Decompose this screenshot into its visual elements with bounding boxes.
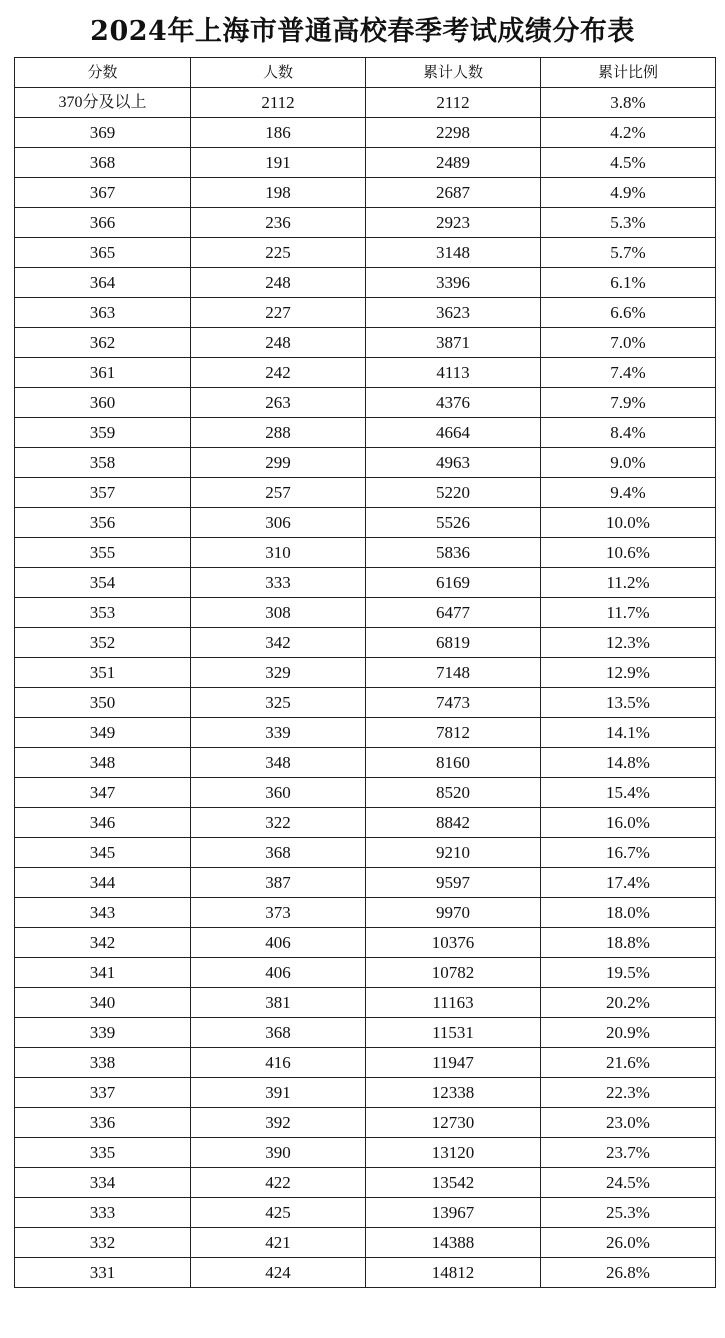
cumulative-count-cell: 8520	[366, 778, 541, 808]
count-cell: 225	[191, 238, 366, 268]
count-cell: 390	[191, 1138, 366, 1168]
count-cell: 299	[191, 448, 366, 478]
table-row	[15, 1168, 716, 1198]
score-cell: 331	[15, 1258, 191, 1288]
table-row	[15, 118, 716, 148]
count-cell: 422	[191, 1168, 366, 1198]
cumulative-ratio-cell: 24.5%	[541, 1168, 716, 1198]
count-cell: 325	[191, 688, 366, 718]
table-row	[15, 898, 716, 928]
score-cell: 341	[15, 958, 191, 988]
cumulative-count-cell: 3148	[366, 238, 541, 268]
count-cell: 198	[191, 178, 366, 208]
header-count: 人数	[191, 58, 366, 88]
cumulative-count-cell: 2489	[366, 148, 541, 178]
table-row	[15, 1078, 716, 1108]
score-cell: 334	[15, 1168, 191, 1198]
cumulative-count-cell: 2923	[366, 208, 541, 238]
score-cell: 348	[15, 748, 191, 778]
cumulative-ratio-cell: 9.4%	[541, 478, 716, 508]
table-row	[15, 1138, 716, 1168]
count-cell: 306	[191, 508, 366, 538]
header-cumulative-count: 累计人数	[366, 58, 541, 88]
score-cell: 369	[15, 118, 191, 148]
cumulative-ratio-cell: 5.7%	[541, 238, 716, 268]
cumulative-ratio-cell: 4.9%	[541, 178, 716, 208]
cumulative-count-cell: 14812	[366, 1258, 541, 1288]
cumulative-ratio-cell: 4.2%	[541, 118, 716, 148]
table-row	[15, 988, 716, 1018]
table-row	[15, 298, 716, 328]
cumulative-ratio-cell: 23.0%	[541, 1108, 716, 1138]
cumulative-ratio-cell: 22.3%	[541, 1078, 716, 1108]
cumulative-count-cell: 9597	[366, 868, 541, 898]
score-cell: 335	[15, 1138, 191, 1168]
table-row	[15, 268, 716, 298]
page-title: 2024年上海市普通高校春季考试成绩分布表	[90, 16, 635, 47]
table-row	[15, 958, 716, 988]
cumulative-count-cell: 13542	[366, 1168, 541, 1198]
score-cell: 365	[15, 238, 191, 268]
table-row	[15, 688, 716, 718]
count-cell: 308	[191, 598, 366, 628]
cumulative-count-cell: 12730	[366, 1108, 541, 1138]
cumulative-ratio-cell: 23.7%	[541, 1138, 716, 1168]
table-row	[15, 748, 716, 778]
score-cell: 343	[15, 898, 191, 928]
count-cell: 381	[191, 988, 366, 1018]
cumulative-ratio-cell: 25.3%	[541, 1198, 716, 1228]
score-cell: 342	[15, 928, 191, 958]
cumulative-count-cell: 3623	[366, 298, 541, 328]
cumulative-ratio-cell: 6.6%	[541, 298, 716, 328]
cumulative-count-cell: 7812	[366, 718, 541, 748]
score-cell: 352	[15, 628, 191, 658]
score-cell: 350	[15, 688, 191, 718]
table-row	[15, 928, 716, 958]
table-row	[15, 1258, 716, 1288]
count-cell: 310	[191, 538, 366, 568]
table-row	[15, 508, 716, 538]
cumulative-count-cell: 5526	[366, 508, 541, 538]
table-row	[15, 868, 716, 898]
table-row	[15, 658, 716, 688]
table-row	[15, 778, 716, 808]
table-row	[15, 628, 716, 658]
cumulative-ratio-cell: 11.7%	[541, 598, 716, 628]
cumulative-ratio-cell: 8.4%	[541, 418, 716, 448]
count-cell: 257	[191, 478, 366, 508]
table-row	[15, 358, 716, 388]
table-row	[15, 1018, 716, 1048]
cumulative-count-cell: 11531	[366, 1018, 541, 1048]
cumulative-count-cell: 14388	[366, 1228, 541, 1258]
cumulative-count-cell: 6169	[366, 568, 541, 598]
cumulative-ratio-cell: 6.1%	[541, 268, 716, 298]
cumulative-ratio-cell: 20.9%	[541, 1018, 716, 1048]
cumulative-ratio-cell: 20.2%	[541, 988, 716, 1018]
cumulative-ratio-cell: 5.3%	[541, 208, 716, 238]
count-cell: 391	[191, 1078, 366, 1108]
cumulative-count-cell: 3871	[366, 328, 541, 358]
table-row	[15, 418, 716, 448]
cumulative-ratio-cell: 21.6%	[541, 1048, 716, 1078]
count-cell: 406	[191, 928, 366, 958]
table-row	[15, 808, 716, 838]
count-cell: 339	[191, 718, 366, 748]
cumulative-ratio-cell: 12.9%	[541, 658, 716, 688]
score-cell: 332	[15, 1228, 191, 1258]
cumulative-ratio-cell: 7.0%	[541, 328, 716, 358]
count-cell: 368	[191, 838, 366, 868]
header-row	[15, 58, 716, 88]
count-cell: 236	[191, 208, 366, 238]
table-row	[15, 388, 716, 418]
table-row	[15, 208, 716, 238]
count-cell: 392	[191, 1108, 366, 1138]
count-cell: 288	[191, 418, 366, 448]
count-cell: 191	[191, 148, 366, 178]
cumulative-ratio-cell: 18.0%	[541, 898, 716, 928]
cumulative-count-cell: 4113	[366, 358, 541, 388]
score-cell: 336	[15, 1108, 191, 1138]
table-header	[15, 58, 716, 88]
cumulative-ratio-cell: 13.5%	[541, 688, 716, 718]
cumulative-count-cell: 8160	[366, 748, 541, 778]
cumulative-ratio-cell: 15.4%	[541, 778, 716, 808]
cumulative-count-cell: 4376	[366, 388, 541, 418]
table-row	[15, 148, 716, 178]
score-cell: 351	[15, 658, 191, 688]
cumulative-count-cell: 12338	[366, 1078, 541, 1108]
cumulative-ratio-cell: 3.8%	[541, 88, 716, 118]
cumulative-ratio-cell: 12.3%	[541, 628, 716, 658]
cumulative-count-cell: 9970	[366, 898, 541, 928]
count-cell: 2112	[191, 88, 366, 118]
score-cell: 344	[15, 868, 191, 898]
score-cell: 345	[15, 838, 191, 868]
score-cell: 349	[15, 718, 191, 748]
cumulative-ratio-cell: 9.0%	[541, 448, 716, 478]
cumulative-count-cell: 3396	[366, 268, 541, 298]
count-cell: 248	[191, 268, 366, 298]
table-row	[15, 598, 716, 628]
table-row	[15, 538, 716, 568]
score-cell: 370分及以上	[15, 88, 191, 118]
cumulative-count-cell: 2687	[366, 178, 541, 208]
cumulative-ratio-cell: 14.1%	[541, 718, 716, 748]
count-cell: 322	[191, 808, 366, 838]
score-cell: 367	[15, 178, 191, 208]
score-cell: 346	[15, 808, 191, 838]
count-cell: 387	[191, 868, 366, 898]
count-cell: 360	[191, 778, 366, 808]
cumulative-count-cell: 4963	[366, 448, 541, 478]
cumulative-ratio-cell: 17.4%	[541, 868, 716, 898]
cumulative-ratio-cell: 26.0%	[541, 1228, 716, 1258]
table-row	[15, 838, 716, 868]
count-cell: 421	[191, 1228, 366, 1258]
count-cell: 263	[191, 388, 366, 418]
table-row	[15, 718, 716, 748]
cumulative-ratio-cell: 10.6%	[541, 538, 716, 568]
score-cell: 354	[15, 568, 191, 598]
count-cell: 424	[191, 1258, 366, 1288]
count-cell: 242	[191, 358, 366, 388]
header-score: 分数	[15, 58, 191, 88]
count-cell: 416	[191, 1048, 366, 1078]
cumulative-ratio-cell: 16.7%	[541, 838, 716, 868]
cumulative-ratio-cell: 7.4%	[541, 358, 716, 388]
score-cell: 347	[15, 778, 191, 808]
cumulative-count-cell: 7148	[366, 658, 541, 688]
cumulative-count-cell: 5220	[366, 478, 541, 508]
cumulative-count-cell: 6819	[366, 628, 541, 658]
cumulative-count-cell: 5836	[366, 538, 541, 568]
count-cell: 329	[191, 658, 366, 688]
cumulative-count-cell: 9210	[366, 838, 541, 868]
score-cell: 340	[15, 988, 191, 1018]
cumulative-count-cell: 2112	[366, 88, 541, 118]
cumulative-ratio-cell: 11.2%	[541, 568, 716, 598]
count-cell: 342	[191, 628, 366, 658]
table-row	[15, 1198, 716, 1228]
table-row	[15, 1048, 716, 1078]
table-row	[15, 238, 716, 268]
cumulative-ratio-cell: 18.8%	[541, 928, 716, 958]
score-cell: 360	[15, 388, 191, 418]
score-cell: 361	[15, 358, 191, 388]
score-cell: 337	[15, 1078, 191, 1108]
score-cell: 366	[15, 208, 191, 238]
cumulative-count-cell: 11947	[366, 1048, 541, 1078]
score-cell: 358	[15, 448, 191, 478]
table-row	[15, 178, 716, 208]
cumulative-ratio-cell: 14.8%	[541, 748, 716, 778]
score-cell: 357	[15, 478, 191, 508]
cumulative-ratio-cell: 19.5%	[541, 958, 716, 988]
cumulative-ratio-cell: 7.9%	[541, 388, 716, 418]
header-cumulative-ratio: 累计比例	[541, 58, 716, 88]
cumulative-ratio-cell: 26.8%	[541, 1258, 716, 1288]
score-cell: 368	[15, 148, 191, 178]
count-cell: 406	[191, 958, 366, 988]
score-cell: 363	[15, 298, 191, 328]
score-cell: 339	[15, 1018, 191, 1048]
score-cell: 353	[15, 598, 191, 628]
table-row	[15, 1228, 716, 1258]
cumulative-count-cell: 10782	[366, 958, 541, 988]
cumulative-count-cell: 11163	[366, 988, 541, 1018]
count-cell: 368	[191, 1018, 366, 1048]
count-cell: 425	[191, 1198, 366, 1228]
score-cell: 362	[15, 328, 191, 358]
score-cell: 355	[15, 538, 191, 568]
cumulative-count-cell: 7473	[366, 688, 541, 718]
count-cell: 373	[191, 898, 366, 928]
table-row	[15, 448, 716, 478]
table-row	[15, 1108, 716, 1138]
score-cell: 356	[15, 508, 191, 538]
score-cell: 333	[15, 1198, 191, 1228]
cumulative-count-cell: 2298	[366, 118, 541, 148]
cumulative-count-cell: 8842	[366, 808, 541, 838]
table-row	[15, 328, 716, 358]
cumulative-count-cell: 10376	[366, 928, 541, 958]
count-cell: 348	[191, 748, 366, 778]
table-row	[15, 88, 716, 118]
score-cell: 364	[15, 268, 191, 298]
cumulative-count-cell: 13120	[366, 1138, 541, 1168]
score-distribution-table	[14, 57, 716, 1288]
cumulative-count-cell: 4664	[366, 418, 541, 448]
cumulative-ratio-cell: 10.0%	[541, 508, 716, 538]
count-cell: 248	[191, 328, 366, 358]
table-body	[15, 88, 716, 1288]
cumulative-ratio-cell: 4.5%	[541, 148, 716, 178]
table-row	[15, 568, 716, 598]
score-cell: 338	[15, 1048, 191, 1078]
cumulative-count-cell: 6477	[366, 598, 541, 628]
count-cell: 333	[191, 568, 366, 598]
score-cell: 359	[15, 418, 191, 448]
count-cell: 186	[191, 118, 366, 148]
cumulative-ratio-cell: 16.0%	[541, 808, 716, 838]
count-cell: 227	[191, 298, 366, 328]
cumulative-count-cell: 13967	[366, 1198, 541, 1228]
table-row	[15, 478, 716, 508]
